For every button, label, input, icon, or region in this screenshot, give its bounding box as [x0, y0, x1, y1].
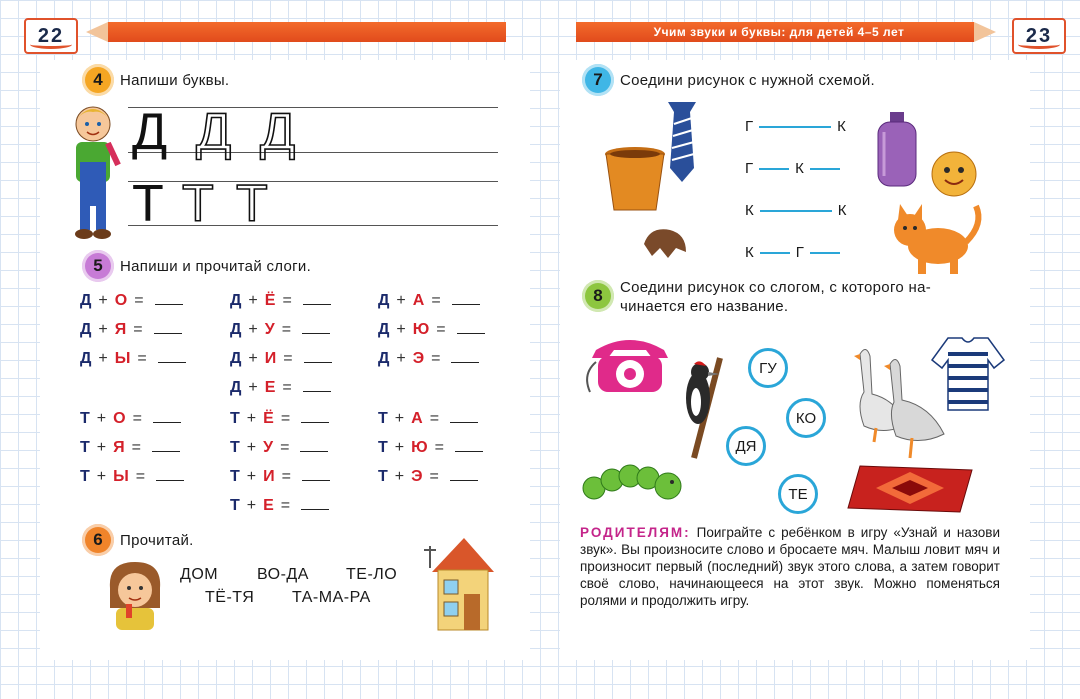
answer-blank[interactable]: [153, 411, 181, 423]
answer-blank[interactable]: [304, 351, 332, 363]
equals-sign: =: [281, 468, 292, 485]
task-8-number: 8: [593, 286, 603, 305]
plus-sign: +: [96, 468, 108, 485]
read-word: ВО-ДА: [257, 566, 309, 583]
vowel: А: [412, 292, 426, 309]
syllable-equation: [230, 410, 329, 428]
read-word: ДОМ: [180, 566, 219, 583]
answer-blank[interactable]: [302, 469, 330, 481]
equals-sign: =: [429, 468, 440, 485]
task-8-flower-icon: [582, 280, 614, 312]
plus-sign: +: [246, 468, 258, 485]
syllable-bubble[interactable]: ТЕ: [778, 474, 818, 514]
sound-scheme[interactable]: [745, 244, 846, 261]
equals-sign: =: [431, 350, 442, 367]
syllable-bubble[interactable]: ДЯ: [726, 426, 766, 466]
equals-sign: =: [135, 468, 147, 485]
task-8-heading: [582, 280, 931, 316]
task-8-instruction-line-1: Соедини рисунок со слогом, с которого на-: [620, 279, 932, 296]
vowel: Е: [264, 379, 277, 396]
answer-blank[interactable]: [455, 440, 483, 452]
answer-blank[interactable]: [450, 469, 478, 481]
syllable-equation: [230, 439, 328, 457]
syllable-equation: [80, 410, 181, 428]
answer-blank[interactable]: [450, 411, 478, 423]
plus-sign: +: [246, 410, 258, 427]
parents-note: [580, 524, 1000, 609]
left-pencil-bar: [86, 22, 506, 42]
scheme-letter: К: [745, 202, 754, 219]
task-6-flower-icon: [82, 524, 114, 556]
syllable-equation: [378, 350, 479, 368]
letter-d-dashed: Д: [196, 103, 232, 161]
equals-sign: =: [134, 292, 145, 309]
syllable-equation: [378, 292, 480, 310]
scheme-letter: К: [795, 160, 804, 177]
task-7-number: 7: [593, 70, 603, 89]
vowel: Е: [263, 497, 275, 514]
task-5-heading: [82, 250, 311, 282]
equals-sign: =: [280, 439, 291, 456]
scheme-letter: Г: [745, 118, 754, 135]
syllable-equation: [230, 379, 331, 397]
sound-scheme[interactable]: [745, 202, 847, 219]
scheme-letter: К: [745, 244, 754, 261]
equals-sign: =: [132, 410, 143, 427]
vowel: У: [263, 439, 275, 456]
vowel: Я: [113, 439, 126, 456]
answer-blank[interactable]: [301, 498, 329, 510]
syllable-equation: [230, 292, 331, 310]
left-page-number-text: 22: [37, 24, 65, 47]
scheme-line: [760, 252, 790, 254]
syllable-equation: [230, 468, 330, 486]
task-6-instruction: Прочитай.: [120, 531, 194, 549]
consonant: Т: [80, 439, 91, 456]
equals-sign: =: [281, 321, 293, 338]
equals-sign: =: [133, 321, 144, 338]
answer-blank[interactable]: [302, 322, 330, 334]
task-8-instruction-line-2: чинается его название.: [620, 298, 789, 315]
answer-blank[interactable]: [156, 469, 184, 481]
equals-sign: =: [282, 292, 293, 309]
equals-sign: =: [280, 410, 292, 427]
vowel: Ю: [412, 321, 431, 338]
answer-blank[interactable]: [457, 322, 485, 334]
syllable-bubble[interactable]: КО: [786, 398, 826, 438]
syllable-equation: [230, 497, 329, 515]
consonant: Д: [80, 350, 93, 367]
scheme-line: [759, 168, 789, 170]
task-4-instruction: Напиши буквы.: [120, 71, 230, 89]
consonant: Т: [230, 468, 241, 485]
striped-shirt-illustration: [932, 334, 1004, 412]
answer-blank[interactable]: [301, 411, 329, 423]
task-4-heading: [82, 64, 229, 96]
vowel: И: [263, 468, 276, 485]
task-7-flower-icon: [582, 64, 614, 96]
plus-sign: +: [246, 497, 258, 514]
equals-sign: =: [282, 379, 293, 396]
consonant: Д: [378, 321, 391, 338]
equals-sign: =: [434, 439, 445, 456]
left-page-number: [24, 18, 78, 54]
scheme-line: [759, 126, 831, 128]
letter-d-dashed: Д: [260, 103, 296, 161]
syllable-equation: [80, 292, 183, 310]
consonant: Д: [230, 321, 243, 338]
read-word: ТЁ-ТЯ: [205, 589, 255, 606]
scheme-letter: К: [837, 202, 847, 219]
header-title: Учим звуки и буквы: для детей 4–5 лет: [653, 25, 905, 39]
syllable-equation: [80, 350, 186, 368]
answer-blank[interactable]: [303, 293, 331, 305]
answer-blank[interactable]: [452, 293, 480, 305]
vowel: О: [114, 292, 129, 309]
consonant: Д: [80, 321, 93, 338]
answer-blank[interactable]: [154, 322, 182, 334]
plus-sign: +: [246, 439, 258, 456]
paw-illustration: [640, 224, 690, 264]
plus-sign: +: [396, 350, 407, 367]
plus-sign: +: [394, 410, 406, 427]
right-page-number: [1012, 18, 1066, 54]
right-page-number-text: 23: [1025, 24, 1053, 47]
vowel: О: [113, 410, 127, 427]
syllable-equation: [378, 410, 478, 428]
scheme-line: [810, 252, 840, 254]
plus-sign: +: [98, 350, 109, 367]
read-word: ТА-МА-РА: [292, 589, 371, 606]
sound-scheme[interactable]: [745, 160, 846, 177]
consonant: Д: [230, 350, 243, 367]
consonant: Т: [230, 439, 241, 456]
caterpillar-illustration: [582, 452, 692, 504]
vowel: Э: [411, 468, 424, 485]
plus-sign: +: [394, 468, 406, 485]
answer-blank[interactable]: [152, 440, 180, 452]
vowel: Я: [114, 321, 128, 338]
letter-t-dashed: Т: [182, 175, 214, 233]
syllable-equation: [378, 439, 483, 457]
equals-sign: =: [431, 292, 442, 309]
syllable-equation: [230, 350, 332, 368]
answer-blank[interactable]: [303, 380, 331, 392]
plus-sign: +: [248, 379, 259, 396]
equals-sign: =: [137, 350, 148, 367]
consonant: Д: [378, 292, 391, 309]
task-6-number: 6: [93, 530, 103, 549]
vowel: Ю: [411, 439, 429, 456]
sound-scheme[interactable]: [745, 118, 846, 135]
vowel: Ы: [113, 468, 130, 485]
tie-illustration: [664, 98, 700, 184]
syllable-equation: [378, 468, 478, 486]
scheme-letter: Г: [745, 160, 754, 177]
syllable-equation: [230, 321, 330, 339]
consonant: Т: [378, 410, 389, 427]
scheme-line: [810, 168, 840, 170]
read-word: ТЕ-ЛО: [346, 566, 398, 583]
plus-sign: +: [98, 292, 109, 309]
kitten-illustration: [876, 194, 986, 278]
girl-illustration: [104, 558, 166, 630]
equals-sign: =: [429, 410, 441, 427]
syllable-equation: [378, 321, 485, 339]
equals-sign: =: [131, 439, 142, 456]
consonant: Т: [80, 468, 91, 485]
vowel: У: [264, 321, 276, 338]
plus-sign: +: [396, 292, 407, 309]
syllable-equation: [80, 321, 182, 339]
letter-t-dashed: Т: [236, 175, 268, 233]
parents-text: Поиграйте с ребёнком в игру «Узнай и назови звук». Вы произносите слово и бросаете мяч. Малыш ловит мяч и произносит первый (последний) звук этого слова, а затем говорит своё слово, начинающееся на этот звук. Можно поменяться ролями и продолжить игру.: [580, 525, 1000, 608]
parents-label: РОДИТЕЛЯМ:: [580, 525, 691, 540]
house-illustration: [426, 532, 496, 632]
plus-sign: +: [96, 439, 108, 456]
consonant: Т: [230, 497, 241, 514]
consonant: Т: [80, 410, 91, 427]
woodpecker-illustration: [674, 358, 726, 458]
task-7-instruction: Соедини рисунок с нужной схемой.: [620, 71, 876, 89]
plus-sign: +: [396, 321, 407, 338]
boy-illustration: [62, 102, 124, 242]
plus-sign: +: [248, 321, 259, 338]
syllable-equation: [80, 439, 180, 457]
letter-t-solid: Т: [132, 175, 164, 233]
scheme-line: [760, 210, 832, 212]
plus-sign: +: [248, 292, 259, 309]
consonant: Д: [378, 350, 391, 367]
answer-blank[interactable]: [155, 293, 183, 305]
consonant: Д: [230, 379, 243, 396]
flowerpot-illustration: [604, 146, 666, 212]
plus-sign: +: [96, 410, 108, 427]
task-7-heading: [582, 64, 875, 96]
answer-blank[interactable]: [451, 351, 479, 363]
consonant: Д: [230, 292, 243, 309]
task-4-flower-icon: [82, 64, 114, 96]
vowel: Ы: [114, 350, 132, 367]
task-6-heading: [82, 524, 194, 556]
vowel: Ё: [264, 292, 277, 309]
consonant: Т: [378, 439, 389, 456]
answer-blank[interactable]: [300, 440, 328, 452]
scheme-letter: К: [837, 118, 846, 135]
task-5-instruction: Напиши и прочитай слоги.: [120, 257, 312, 275]
vowel: Э: [412, 350, 426, 367]
telephone-illustration: [582, 334, 678, 394]
writing-line: [128, 152, 498, 153]
vowel: И: [264, 350, 278, 367]
plus-sign: +: [394, 439, 406, 456]
vowel: Ё: [263, 410, 275, 427]
consonant: Д: [80, 292, 93, 309]
task-5-flower-icon: [82, 250, 114, 282]
syllable-equation: [80, 468, 184, 486]
consonant: Т: [230, 410, 241, 427]
answer-blank[interactable]: [158, 351, 186, 363]
letter-d-solid: Д: [132, 103, 168, 161]
writing-line: [128, 107, 498, 108]
consonant: Т: [378, 468, 389, 485]
task-5-number: 5: [93, 256, 103, 275]
syllable-bubble[interactable]: ГУ: [748, 348, 788, 388]
kolobok-illustration: [930, 150, 978, 198]
equals-sign: =: [283, 350, 294, 367]
task-4-number: 4: [93, 70, 103, 89]
vowel: А: [411, 410, 424, 427]
equals-sign: =: [436, 321, 447, 338]
plus-sign: +: [98, 321, 109, 338]
scheme-letter: Г: [795, 244, 804, 261]
hot-water-bottle-illustration: [876, 110, 918, 188]
equals-sign: =: [280, 497, 292, 514]
plus-sign: +: [248, 350, 259, 367]
rug-illustration: [848, 466, 972, 512]
